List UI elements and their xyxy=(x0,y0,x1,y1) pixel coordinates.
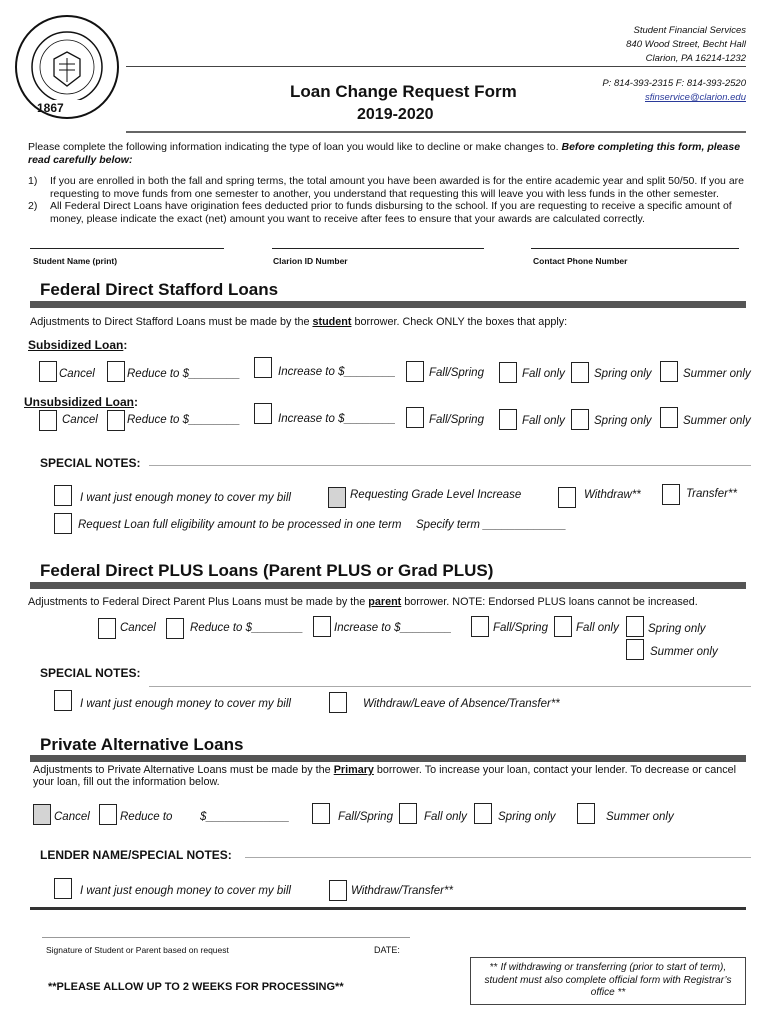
plus-reduce-checkbox[interactable] xyxy=(166,618,184,639)
unsub-increase-checkbox[interactable] xyxy=(254,403,272,424)
unsub-increase-label: Increase to $________ xyxy=(278,413,396,425)
unsub-spring-only-checkbox[interactable] xyxy=(571,409,589,430)
stafford-just-enough-checkbox[interactable] xyxy=(54,485,72,506)
private-reduce-checkbox[interactable] xyxy=(99,804,117,825)
date-label: DATE: xyxy=(374,945,400,955)
plus-fall-spring-checkbox[interactable] xyxy=(471,616,489,637)
private-reduce-amount: $_____________ xyxy=(200,811,290,823)
private-just-enough-label: I want just enough money to cover my bill xyxy=(80,885,291,897)
withdraw-label: Withdraw** xyxy=(584,489,641,501)
stafford-just-enough-label: I want just enough money to cover my bill xyxy=(80,492,291,504)
header-bottom-rule xyxy=(126,131,746,133)
private-fall-only-checkbox[interactable] xyxy=(399,803,417,824)
footer-bar xyxy=(30,907,746,910)
plus-just-enough-checkbox[interactable] xyxy=(54,690,72,711)
stafford-bar xyxy=(30,301,746,308)
plus-adjust-note: Adjustments to Federal Direct Parent Plus Loans must be made by the parent borrower. NOTE: Endorsed PLUS loans cannot be increased. xyxy=(28,596,698,608)
plus-notes-rule xyxy=(149,686,751,687)
plus-withdraw-label: Withdraw/Leave of Absence/Transfer** xyxy=(363,698,560,710)
office-contact xyxy=(602,77,746,105)
unsub-fall-spring-checkbox[interactable] xyxy=(406,407,424,428)
private-withdraw-label: Withdraw/Transfer** xyxy=(351,885,453,897)
sub-reduce-label: Reduce to $________ xyxy=(127,368,241,380)
private-reduce-label: Reduce to xyxy=(120,811,173,823)
plus-fall-spring-label: Fall/Spring xyxy=(493,622,548,634)
stafford-notes-rule xyxy=(149,465,751,466)
clarion-id-field[interactable] xyxy=(272,248,484,249)
plus-increase-checkbox[interactable] xyxy=(313,616,331,637)
plus-increase-label: Increase to $________ xyxy=(334,622,452,634)
private-cancel-checkbox[interactable] xyxy=(33,804,51,825)
stafford-title: Federal Direct Stafford Loans xyxy=(40,280,279,299)
unsub-summer-only-label: Summer only xyxy=(683,415,751,427)
unsub-reduce-checkbox[interactable] xyxy=(107,410,125,431)
intro-paragraph xyxy=(28,141,750,167)
unsub-cancel-label: Cancel xyxy=(62,414,98,426)
unsub-fall-only-checkbox[interactable] xyxy=(499,409,517,430)
full-eligibility-checkbox[interactable] xyxy=(54,513,72,534)
private-title: Private Alternative Loans xyxy=(40,735,244,754)
plus-fall-only-checkbox[interactable] xyxy=(554,616,572,637)
lender-notes-label: LENDER NAME/SPECIAL NOTES: xyxy=(40,848,232,862)
grade-level-checkbox[interactable] xyxy=(328,487,346,508)
office-address xyxy=(626,24,746,66)
sub-increase-label: Increase to $________ xyxy=(278,366,396,378)
private-cancel-label: Cancel xyxy=(54,811,90,823)
full-eligibility-label: Request Loan full eligibility amount to be processed in one term xyxy=(78,519,402,531)
private-summer-only-label: Summer only xyxy=(606,811,674,823)
private-fall-spring-label: Fall/Spring xyxy=(338,811,393,823)
seal-year: 1867 xyxy=(37,101,64,115)
private-spring-only-checkbox[interactable] xyxy=(474,803,492,824)
stafford-adjust-note: Adjustments to Direct Stafford Loans must be made by the student borrower. Check ONLY the boxes that apply: xyxy=(30,316,568,328)
sub-spring-only-label: Spring only xyxy=(594,368,652,380)
office-city: Clarion, PA 16214-1232 xyxy=(645,53,746,64)
sub-fall-only-label: Fall only xyxy=(522,368,565,380)
private-just-enough-checkbox[interactable] xyxy=(54,878,72,899)
office-phone: P: 814-393-2315 F: 814-393-2520 xyxy=(602,78,746,89)
form-title: Loan Change Request Form xyxy=(290,82,517,101)
sub-summer-only-label: Summer only xyxy=(683,368,751,380)
sub-reduce-checkbox[interactable] xyxy=(107,361,125,382)
sub-increase-checkbox[interactable] xyxy=(254,357,272,378)
sub-fall-spring-checkbox[interactable] xyxy=(406,361,424,382)
plus-reduce-label: Reduce to $________ xyxy=(190,622,304,634)
student-name-label: Student Name (print) xyxy=(33,256,118,266)
private-fall-spring-checkbox[interactable] xyxy=(312,803,330,824)
sub-fall-spring-label: Fall/Spring xyxy=(429,367,484,379)
stafford-special-notes-label: SPECIAL NOTES: xyxy=(40,456,141,470)
office-email[interactable]: sfinservice@clarion.edu xyxy=(645,92,746,103)
plus-spring-only-checkbox[interactable] xyxy=(626,616,644,637)
private-fall-only-label: Fall only xyxy=(424,811,467,823)
lender-notes-rule xyxy=(245,857,751,858)
private-adjust-note: Adjustments to Private Alternative Loans must be made by the Primary borrower. To increase your loan, contact your lender. To decrease or cancel your loan, fill out the information below. xyxy=(33,764,737,788)
withdraw-checkbox[interactable] xyxy=(558,487,576,508)
sub-cancel-checkbox[interactable] xyxy=(39,361,57,382)
university-seal xyxy=(14,14,120,120)
office-name: Student Financial Services xyxy=(633,25,746,36)
processing-note: **PLEASE ALLOW UP TO 2 WEEKS FOR PROCESSING** xyxy=(48,981,344,993)
signature-label: Signature of Student or Parent based on request xyxy=(46,945,229,955)
private-withdraw-checkbox[interactable] xyxy=(329,880,347,901)
plus-summer-only-label: Summer only xyxy=(650,646,718,658)
plus-spring-only-label: Spring only xyxy=(648,623,706,635)
sub-cancel-label: Cancel xyxy=(59,368,95,380)
intro-text: Please complete the following information indicating the type of loan you would like to decline or make changes to. xyxy=(28,141,559,153)
unsub-fall-spring-label: Fall/Spring xyxy=(429,414,484,426)
private-spring-only-label: Spring only xyxy=(498,811,556,823)
sub-fall-only-checkbox[interactable] xyxy=(499,362,517,383)
plus-just-enough-label: I want just enough money to cover my bill xyxy=(80,698,291,710)
unsub-reduce-label: Reduce to $________ xyxy=(127,414,241,426)
withdraw-note-box: ** If withdrawing or transferring (prior to start of term), student must also complete official form with Registrar’s office ** xyxy=(470,957,746,1005)
plus-bar xyxy=(30,582,746,589)
unsubsidized-label: Unsubsidized Loan: xyxy=(24,395,139,409)
subsidized-label: Subsidized Loan: xyxy=(28,338,128,352)
plus-cancel-label: Cancel xyxy=(120,622,156,634)
transfer-label: Transfer** xyxy=(686,488,737,500)
specify-term-label: Specify term _____________ xyxy=(416,519,567,531)
intro-item: 2) All Federal Direct Loans have origination fees deducted prior to funds disbursing to the school. If you are requesting to receive a specific amount of money, please indicate the exact (net) amount you want to receive after fees to ensure that your awards are calculated correctly. xyxy=(28,200,732,225)
signature-line[interactable] xyxy=(42,937,410,938)
intro-item: 1) If you are enrolled in both the fall and spring terms, the total amount you have been awarded is for the entire academic year and split 50/50. If you are requesting to move funds from one semester to another, you understand that requesting this will leave you with less funds in the other semester. xyxy=(28,175,744,200)
plus-withdraw-checkbox[interactable] xyxy=(329,692,347,713)
sub-spring-only-checkbox[interactable] xyxy=(571,362,589,383)
plus-fall-only-label: Fall only xyxy=(576,622,619,634)
phone-field[interactable] xyxy=(531,248,739,249)
plus-title: Federal Direct PLUS Loans (Parent PLUS or Grad PLUS) xyxy=(40,561,494,580)
office-street: 840 Wood Street, Becht Hall xyxy=(626,39,746,50)
sub-summer-only-checkbox[interactable] xyxy=(660,361,678,382)
grade-level-label: Requesting Grade Level Increase xyxy=(350,489,522,501)
form-year: 2019-2020 xyxy=(357,106,434,123)
intro-bold: Before completing this form, please read carefully below: xyxy=(28,141,741,166)
unsub-cancel-checkbox[interactable] xyxy=(39,410,57,431)
unsub-fall-only-label: Fall only xyxy=(522,415,565,427)
private-bar xyxy=(30,755,746,762)
intro-list xyxy=(28,175,750,225)
plus-cancel-checkbox[interactable] xyxy=(98,618,116,639)
unsub-summer-only-checkbox[interactable] xyxy=(660,407,678,428)
plus-summer-only-checkbox[interactable] xyxy=(626,639,644,660)
student-name-field[interactable] xyxy=(30,248,224,249)
private-summer-only-checkbox[interactable] xyxy=(577,803,595,824)
phone-label: Contact Phone Number xyxy=(533,256,628,266)
clarion-id-label: Clarion ID Number xyxy=(273,256,348,266)
unsub-spring-only-label: Spring only xyxy=(594,415,652,427)
plus-special-notes-label: SPECIAL NOTES: xyxy=(40,666,141,680)
header-rule xyxy=(126,66,746,67)
transfer-checkbox[interactable] xyxy=(662,484,680,505)
